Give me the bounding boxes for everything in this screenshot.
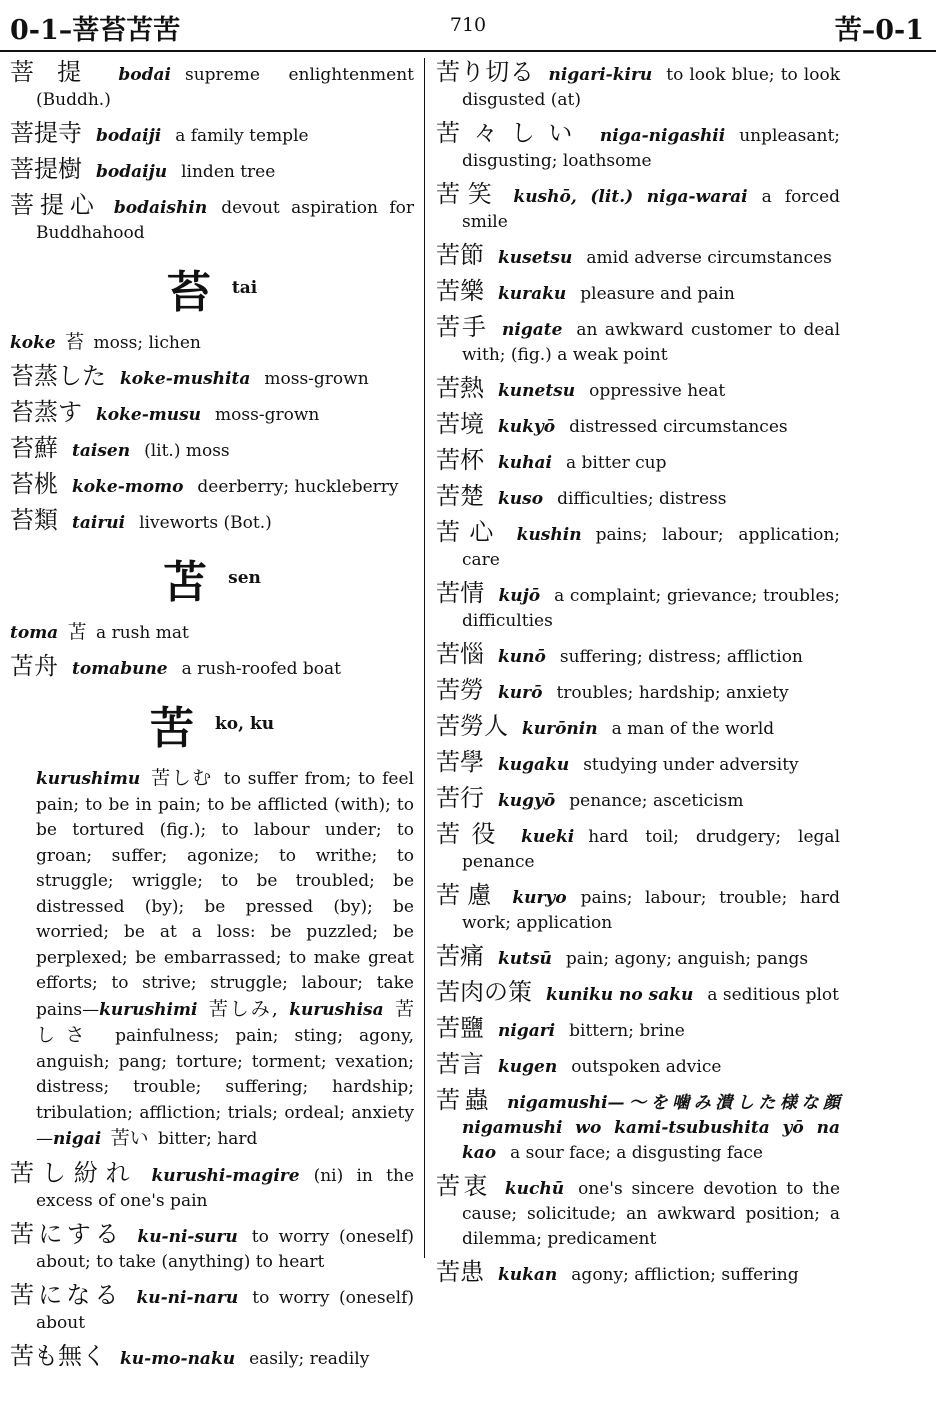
dictionary-entry (10, 1219, 414, 1275)
gloss: one's sincere devotion to the cause; solicitude; an awkward position; a dilemma; predicament (462, 1179, 841, 1249)
romanization: ku-ni-suru (137, 1226, 238, 1247)
gloss: pains; labour; application; care (462, 525, 840, 570)
romanization: tairui (72, 513, 126, 533)
gloss: liveworts (Bot.) (139, 513, 272, 533)
kanji: 苦しむ (151, 767, 213, 789)
headword: 苦役 (436, 820, 508, 848)
romanization: kueki (521, 827, 575, 847)
romanization: kuniku no saku (546, 985, 694, 1005)
header-left-guide: 0-1–菩苔苫苦 (10, 15, 181, 46)
headword: 苦患 (436, 1258, 484, 1286)
dictionary-entry (436, 60, 840, 113)
headword: 苦學 (436, 748, 484, 776)
radical-reading: tai (231, 278, 258, 298)
dictionary-entry (436, 581, 840, 634)
kanji: 苫 (67, 621, 87, 643)
headword: 苔類 (10, 506, 58, 534)
headword: 苦肉の策 (436, 978, 532, 1006)
dictionary-entry (10, 193, 414, 246)
dictionary-entry (436, 1052, 840, 1080)
romanization: kugen (498, 1057, 558, 1077)
dictionary-entry (436, 944, 840, 972)
gloss: (lit.) moss (144, 441, 230, 461)
gloss: difficulties; distress (557, 489, 727, 509)
word: nigai (53, 1129, 102, 1149)
gloss: deerberry; huckleberry (197, 477, 399, 497)
headword: 苫舟 (10, 652, 58, 680)
headword: 苔蒸した (10, 362, 106, 390)
gloss: pleasure and pain (580, 284, 735, 304)
headword: 苦慮 (436, 881, 499, 909)
gloss: to suffer from; to feel pain; to be in pain; to be afflicted (with); to be tortured (fig.); to labour under; to groan; suffer; agonize; to writhe; to struggle; wriggle; to be troubled; be distressed (by); be pressed (by); be worried; be at a loss: be puzzled; be perplexed; be embarrassed; to make great efforts; to strive; struggle; labour; take pains— (36, 769, 414, 1020)
gloss: a seditious plot (707, 985, 839, 1005)
headword: 苦行 (436, 784, 484, 812)
gloss: devout aspiration for Buddhahood (36, 198, 414, 243)
headword: 苦し紛れ (10, 1158, 138, 1187)
dictionary-entry (436, 315, 840, 368)
gloss: studying under adversity (583, 755, 799, 775)
gloss: bitter; hard (158, 1129, 258, 1149)
gloss: a family temple (175, 126, 309, 146)
headword: 苦手 (436, 313, 489, 341)
romanization: kugyō (498, 791, 556, 811)
dictionary-entry (436, 714, 840, 742)
romanization: kugaku (498, 755, 570, 775)
gloss: a man of the world (611, 719, 775, 739)
dictionary-entry (10, 436, 414, 464)
left-column (10, 58, 415, 1370)
gloss: supreme enlightenment (Buddh.) (36, 65, 414, 110)
kanji: 苔 (65, 331, 85, 353)
word: kurushimu (36, 769, 141, 789)
headword: 苔蒸す (10, 398, 82, 426)
dictionary-entry (436, 412, 840, 440)
dictionary-entry (436, 279, 840, 307)
romanization: kunetsu (498, 381, 576, 401)
headword: 苔桃 (10, 470, 58, 498)
dictionary-entry (10, 1280, 415, 1336)
romanization: kusetsu (498, 248, 573, 268)
dictionary-entry (436, 980, 840, 1008)
radical-heading-tai (10, 256, 414, 320)
headword: 苦境 (436, 410, 484, 438)
dictionary-entry (10, 121, 414, 149)
romanization: ku-mo-naku (120, 1348, 236, 1369)
gloss: a rush-roofed boat (181, 659, 341, 679)
gloss: a bitter cup (565, 453, 667, 473)
dictionary-entry (10, 508, 414, 536)
dictionary-entry (436, 1016, 840, 1044)
dictionary-entry (10, 472, 414, 500)
headword: 苦になる (10, 1280, 123, 1309)
gloss: to worry (oneself) about (36, 1287, 415, 1333)
romanization: kuraku (498, 284, 567, 304)
kanji: 苦い (110, 1127, 149, 1149)
word: kurushisa (289, 999, 384, 1020)
gloss: troubles; hardship; anxiety (556, 683, 789, 703)
headword: 苦心 (436, 518, 503, 546)
headword: 菩提寺 (10, 119, 82, 147)
romanization: bodaishin (113, 198, 208, 218)
romanization: kukyō (498, 417, 556, 437)
headword: 苦蟲 (436, 1086, 494, 1114)
headword: 苦鹽 (436, 1014, 484, 1042)
page-number: 710 (449, 14, 487, 36)
headword: 苦々しい (436, 119, 586, 147)
romanization: kurō (498, 683, 543, 703)
definition-toma (10, 620, 414, 646)
radical-heading-ku (10, 692, 414, 756)
romanization: kunō (498, 647, 546, 667)
dictionary-entry (436, 243, 840, 271)
headword: 菩提樹 (10, 155, 82, 183)
gloss: to worry (oneself) about; to take (anything) to heart (36, 1226, 414, 1272)
romanization: nigari (498, 1021, 556, 1041)
dictionary-entry (10, 400, 414, 428)
headword: 苦言 (436, 1050, 484, 1078)
romanization: kuhai (498, 453, 552, 473)
romanization: taisen (72, 441, 131, 461)
gloss: painfulness; pain; sting; agony, anguish; pang; torture; torment; vexation; distress; trouble; suffering; hardship; tribulation; affliction; trials; ordeal; anxiety— (36, 1026, 414, 1149)
gloss: to look blue; to look disgusted (at) (462, 65, 840, 110)
dictionary-entry (436, 376, 840, 404)
dictionary-entry (10, 157, 414, 185)
page-header (0, 0, 936, 52)
gloss: a sour face; a disgusting face (510, 1143, 763, 1163)
word: kurushimi (99, 999, 198, 1020)
gloss: suffering; distress; affliction (559, 647, 803, 667)
definition-kurushimu (10, 766, 414, 1153)
headword: 苦にする (10, 1219, 124, 1248)
kanji: 苦しさ (36, 997, 415, 1046)
gloss: moss-grown (215, 405, 320, 425)
romanization: kujō (498, 586, 541, 606)
headword: 苦節 (436, 241, 484, 269)
dictionary-entry (436, 786, 840, 814)
dictionary-entry (436, 121, 840, 174)
dictionary-entry (436, 678, 840, 706)
dictionary-entry (436, 484, 840, 512)
headword: 苦も無く (10, 1341, 106, 1370)
headword: 苦勞人 (436, 712, 508, 740)
dictionary-entry (436, 883, 840, 936)
dictionary-entry (10, 1158, 415, 1214)
headword: 苦勞 (436, 676, 484, 704)
romanization: koke-musu (96, 405, 202, 425)
romanization: niga-nigashii (599, 126, 726, 146)
dictionary-entry (436, 1260, 840, 1288)
gloss: pain; agony; anguish; pangs (565, 949, 809, 969)
gloss: penance; asceticism (569, 791, 744, 811)
radical-char: 苦 (149, 703, 194, 754)
romanization: kuso (498, 489, 544, 509)
romanization: tomabune (72, 659, 168, 679)
headword: 苦杯 (436, 446, 484, 474)
romanization: kushin (516, 525, 582, 545)
gloss: distressed circumstances (569, 417, 788, 437)
headword: 苦笑 (436, 180, 500, 208)
dictionary-entry (436, 750, 840, 778)
dictionary-entry (436, 448, 840, 476)
romanization: kurōnin (522, 719, 598, 739)
dictionary-entry (10, 654, 414, 682)
romanization: koke-mushita (120, 369, 251, 389)
headword: 苦楚 (436, 482, 484, 510)
gloss: pains; labour; trouble; hard work; application (462, 888, 840, 933)
gloss: a complaint; grievance; troubles; difficulties (462, 586, 840, 631)
romanization: koke-momo (72, 477, 184, 497)
gloss: easily; readily (249, 1348, 370, 1369)
dictionary-entry (436, 1088, 840, 1166)
romanization: kushō, (lit.) niga-warai (513, 187, 748, 207)
romanization: nigari-kiru (548, 65, 653, 85)
kanji: 苦しみ, (208, 997, 278, 1020)
gloss: (ni) in the excess of one's pain (36, 1165, 415, 1211)
dictionary-entry (436, 520, 840, 573)
gloss: moss; lichen (93, 333, 201, 353)
header-right-guide: 苦–0-1 (834, 15, 924, 46)
headword: 苦樂 (436, 277, 484, 305)
headword: 苔蘚 (10, 434, 58, 462)
gloss: a rush mat (96, 623, 189, 643)
gloss: unpleasant; disgusting; loathsome (462, 126, 840, 171)
headword: 菩提 (10, 58, 105, 86)
romanization: bodaiji (96, 126, 162, 146)
radical-reading: ko, ku (215, 714, 275, 734)
gloss: a forced smile (462, 187, 841, 232)
dictionary-entry (436, 182, 840, 235)
romanization: bodaiju (96, 162, 168, 182)
gloss: moss-grown (264, 369, 369, 389)
gloss: outspoken advice (571, 1057, 722, 1077)
gloss: linden tree (181, 162, 276, 182)
gloss: agony; affliction; suffering (571, 1265, 799, 1285)
dictionary-entry (10, 364, 414, 392)
definition-koke (10, 330, 414, 356)
gloss: bittern; brine (569, 1021, 685, 1041)
romanization: nigamushi—〜を噛み潰した様な顔 nigamushi wo kami-tsubushita yō na kao (462, 1093, 840, 1163)
headword: 苦情 (436, 579, 485, 607)
headword: 苦痛 (436, 942, 484, 970)
gloss: hard toil; drudgery; legal penance (462, 827, 841, 872)
romanization: ku-ni-naru (136, 1287, 239, 1308)
dictionary-entry (10, 60, 414, 113)
word: toma (10, 623, 59, 643)
romanization: kuryo (512, 888, 567, 908)
gloss: amid adverse circumstances (586, 248, 832, 268)
dictionary-entry (10, 1341, 414, 1372)
romanization: kurushi-magire (151, 1165, 300, 1186)
romanization: bodai (118, 65, 171, 85)
headword: 苦熱 (436, 374, 484, 402)
word: koke (10, 333, 56, 353)
gloss: oppressive heat (589, 381, 726, 401)
romanization: kuchū (504, 1179, 565, 1199)
headword: 苦り切る (436, 58, 535, 86)
dictionary-entry (436, 822, 840, 875)
radical-char: 苔 (166, 267, 211, 318)
radical-char: 苫 (163, 557, 208, 608)
headword: 菩提心 (10, 191, 100, 219)
gloss: an awkward customer to deal with; (fig.) a weak point (462, 320, 841, 365)
radical-reading: sen (228, 568, 261, 588)
romanization: nigate (502, 320, 563, 340)
dictionary-entry (436, 1174, 840, 1252)
right-column (436, 58, 841, 1286)
headword: 苦衷 (436, 1172, 491, 1200)
romanization: kutsū (498, 949, 552, 969)
radical-heading-sen (10, 546, 414, 610)
romanization: kukan (498, 1265, 558, 1285)
dictionary-entry (436, 642, 840, 670)
column-divider (424, 58, 425, 1258)
headword: 苦惱 (436, 640, 484, 668)
